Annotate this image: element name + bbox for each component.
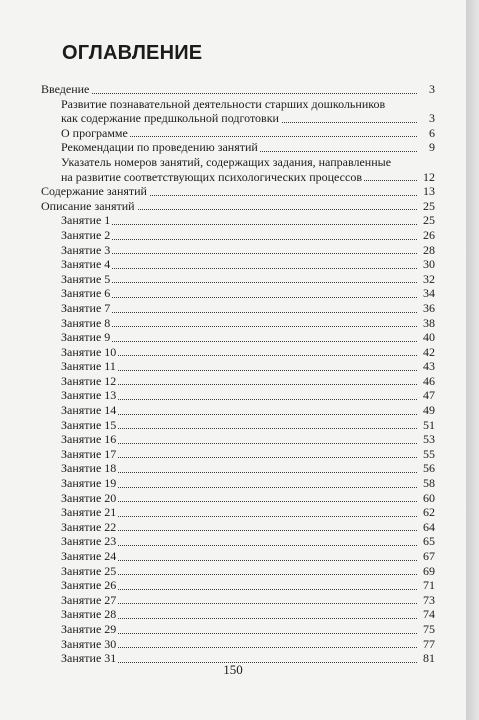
- toc-entry: [41, 418, 435, 433]
- page-number: 150: [223, 662, 243, 677]
- toc-entry-page: 77: [423, 636, 435, 651]
- toc-entry-page: 71: [423, 578, 435, 593]
- toc-leader-dots: [61, 253, 417, 254]
- toc-leader-dots: [41, 93, 417, 94]
- toc-entry-title: Занятие 27: [61, 592, 117, 607]
- toc-entry: [41, 97, 435, 126]
- toc-entry-page: 65: [423, 534, 435, 549]
- table-of-contents: [41, 82, 435, 666]
- toc-entry: [41, 140, 435, 155]
- toc-entry-page: 58: [423, 476, 435, 491]
- toc-entry-title: Занятие 2: [61, 227, 111, 242]
- toc-entry-title: Занятие 26: [61, 578, 117, 593]
- toc-entry: [41, 388, 435, 403]
- toc-entry: [41, 593, 435, 608]
- toc-entry: [41, 286, 435, 301]
- toc-leader-dots: [61, 341, 417, 342]
- toc-entry: [41, 155, 435, 184]
- toc-entry: [41, 257, 435, 272]
- toc-entry-title: Занятие 17: [61, 446, 117, 461]
- toc-entry-page: 74: [423, 607, 435, 622]
- toc-entry: [41, 578, 435, 593]
- toc-entry-page: 13: [423, 184, 435, 199]
- toc-entry-page: 62: [423, 505, 435, 520]
- toc-entry-page: 43: [423, 359, 435, 374]
- toc-entry: [41, 82, 435, 97]
- toc-entry-page: 47: [423, 388, 435, 403]
- toc-leader-dots: [61, 224, 417, 225]
- toc-entry-page: 42: [423, 344, 435, 359]
- toc-entry-page: 26: [423, 227, 435, 242]
- toc-entry: [41, 126, 435, 141]
- toc-entry-page: 34: [423, 286, 435, 301]
- toc-entry-title: О программе: [61, 125, 128, 140]
- toc-entry: [41, 199, 435, 214]
- toc-entry-title: Занятие 4: [61, 257, 111, 272]
- toc-entry-title: Занятие 7: [61, 300, 111, 315]
- toc-entry-title: Содержание занятий: [41, 184, 147, 199]
- toc-entry: [41, 272, 435, 287]
- toc-entry-page: 25: [423, 198, 435, 213]
- toc-entry-title: Занятие 10: [61, 344, 117, 359]
- toc-entry-page: 56: [423, 461, 435, 476]
- toc-entry-page: 3: [429, 111, 435, 126]
- toc-entry-title: Занятие 28: [61, 607, 117, 622]
- toc-leader-dots: [61, 239, 417, 240]
- toc-entry-title: Введение: [41, 82, 90, 96]
- toc-entry-page: 3: [429, 82, 435, 96]
- toc-entry-title: Занятие 1: [61, 213, 111, 228]
- toc-entry-title: Занятие 12: [61, 373, 117, 388]
- toc-entry-page: 25: [423, 213, 435, 228]
- toc-entry: [41, 243, 435, 258]
- toc-entry-page: 46: [423, 373, 435, 388]
- toc-entry-title: Рекомендации по проведению занятий: [61, 140, 258, 155]
- toc-entry-title: Занятие 23: [61, 534, 117, 549]
- toc-entry-title: Занятие 15: [61, 417, 117, 432]
- toc-entry-page: 67: [423, 549, 435, 563]
- toc-entry-title: Занятие 18: [61, 461, 117, 476]
- toc-entry: [41, 476, 435, 491]
- toc-entry-page: 49: [423, 403, 435, 418]
- toc-entry: [41, 607, 435, 622]
- toc-entry: [41, 534, 435, 549]
- toc-entry: [41, 184, 435, 199]
- toc-entry-page: 28: [423, 242, 435, 257]
- toc-leader-dots: [61, 282, 417, 283]
- toc-entry-title: Занятие 20: [61, 490, 117, 505]
- toc-entry-title: Занятие 3: [61, 242, 111, 257]
- toc-entry-page: 12: [423, 169, 435, 184]
- toc-entry-page: 32: [423, 271, 435, 286]
- toc-entry: [41, 520, 435, 535]
- toc-entry: [41, 637, 435, 652]
- toc-entry: [41, 432, 435, 447]
- toc-entry-title: Занятие 25: [61, 563, 117, 578]
- toc-entry-title: Занятие 9: [61, 330, 111, 345]
- toc-entry-page: 60: [423, 490, 435, 505]
- toc-entry-title: Занятие 13: [61, 388, 117, 403]
- toc-entry: [41, 374, 435, 389]
- toc-entry: [41, 622, 435, 637]
- toc-entry: [41, 447, 435, 462]
- toc-entry-page: 30: [423, 257, 435, 272]
- toc-entry: [41, 330, 435, 345]
- toc-entry-page: 53: [423, 432, 435, 447]
- toc-entry-page: 55: [423, 446, 435, 461]
- page-edge-shadow: [466, 0, 479, 720]
- toc-entry-title: Занятие 8: [61, 315, 111, 330]
- page-title: ОГЛАВЛЕНИЕ: [62, 42, 203, 64]
- toc-entry-page: 36: [423, 300, 435, 315]
- toc-entry: [41, 403, 435, 418]
- toc-leader-dots: [61, 326, 417, 327]
- toc-entry-page: 38: [423, 315, 435, 330]
- toc-entry-title-line1: Указатель номеров занятий, содержащих задания, направленные: [61, 154, 392, 169]
- toc-entry-page: 64: [423, 519, 435, 534]
- toc-entry: [41, 301, 435, 316]
- toc-entry-title: Занятие 14: [61, 403, 117, 418]
- toc-entry-title: Занятие 22: [61, 519, 117, 534]
- toc-entry: [41, 505, 435, 520]
- toc-entry-page: 6: [429, 125, 435, 140]
- toc-entry-page: 51: [423, 417, 435, 432]
- toc-leader-dots: [61, 268, 417, 269]
- toc-entry: [41, 213, 435, 228]
- toc-leader-dots: [61, 297, 417, 298]
- toc-entry: [41, 345, 435, 360]
- toc-entry-title: Занятие 5: [61, 271, 111, 286]
- toc-entry-title: Занятие 31: [61, 651, 117, 666]
- toc-entry-title: Занятие 21: [61, 505, 117, 520]
- toc-entry-title: на развитие соответствующих психологических процессов: [61, 169, 362, 184]
- toc-entry-title: Описание занятий: [41, 198, 135, 213]
- toc-entry-page: 81: [423, 651, 435, 666]
- toc-entry-title: Занятие 24: [61, 549, 117, 563]
- toc-entry-title: Занятие 19: [61, 476, 117, 491]
- toc-entry-title: Занятие 29: [61, 621, 117, 636]
- toc-entry: [41, 461, 435, 476]
- toc-entry: [41, 549, 435, 564]
- toc-entry-title: Занятие 11: [61, 359, 116, 374]
- toc-entry-page: 73: [423, 592, 435, 607]
- toc-entry-title: Занятие 30: [61, 636, 117, 651]
- toc-entry: [41, 359, 435, 374]
- toc-entry-title: Занятие 16: [61, 432, 117, 447]
- toc-entry-title: как содержание предшкольной подготовки: [61, 111, 279, 126]
- toc-entry: [41, 228, 435, 243]
- toc-entry: [41, 491, 435, 506]
- toc-entry-page: 75: [423, 621, 435, 636]
- toc-entry-page: 9: [429, 140, 435, 155]
- toc-entry: [41, 564, 435, 579]
- toc-entry-title-line1: Развитие познавательной деятельности старших дошкольников: [61, 96, 386, 111]
- toc-entry-title: Занятие 6: [61, 286, 111, 301]
- toc-entry-page: 40: [423, 330, 435, 345]
- toc-entry: [41, 316, 435, 331]
- toc-entry-page: 69: [423, 563, 435, 578]
- toc-leader-dots: [61, 312, 417, 313]
